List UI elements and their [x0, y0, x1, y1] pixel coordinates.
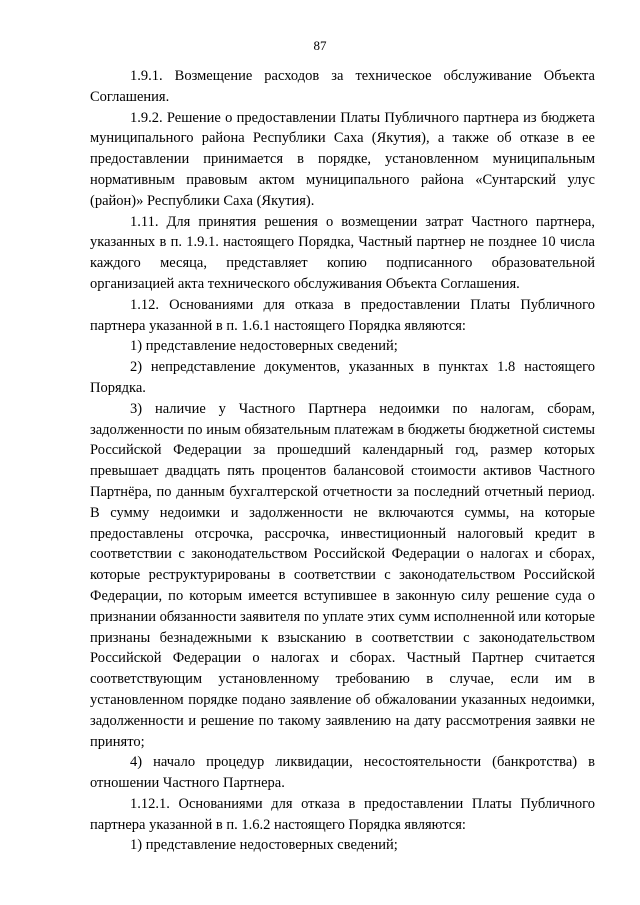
clause-1-12-item-1: 1) представление недостоверных сведений;	[130, 338, 398, 355]
document-body	[90, 66, 595, 856]
clause-1-12: 1.12. Основаниями для отказа в предоставлении Платы Публичного партнера указанной в п. 1.6.1 настоящего Порядка являются:	[90, 296, 595, 334]
clause-1-12-item-3: 3) наличие у Частного Партнера недоимки по налогам, сборам, задолженности по иным обязательным платежам в бюджеты бюджетной системы Российской Федерации за прошедший календарный год, размер которых превышает двадцать пять процентов балансовой стоимости активов Частного Партнёра, по данным бухгалтерской отчетности за последний отчетный период. В сумму недоимки и задолженности не включаются суммы, на которые предоставлены отсрочка, рассрочка, инвестиционный налоговый кредит в соответствии с законодательством Российской Федерации о налогах и сборах, которые реструктурированы в соответствии с законодательством Российской Федерации, по которым имеется вступившее в законную силу решение суда о признании обязанности заявителя по уплате этих сумм исполненной или которые признаны безнадежными к взысканию в соответствии с законодательством Российской Федерации о налогах и сборах. Частный Партнер считается соответствующим установленному требованию в случае, если им в установленном порядке подано заявление об обжаловании указанных недоимки, задолженности и решение по такому заявлению на дату рассмотрения заявки не принято;	[90, 400, 595, 750]
clause-1-12-1-item-1: 1) представление недостоверных сведений;	[130, 837, 398, 854]
clause-1-12-item-4: 4) начало процедур ликвидации, несостоятельности (банкротства) в отношении Частного Партнера.	[90, 754, 595, 792]
clause-1-9-1: 1.9.1. Возмещение расходов за техническое обслуживание Объекта Соглашения.	[90, 68, 595, 105]
clause-1-12-1: 1.12.1. Основаниями для отказа в предоставлении Платы Публичного партнера указанной в п. 1.6.2 настоящего Порядка являются:	[90, 795, 595, 833]
clause-1-12-item-2: 2) непредставление документов, указанных в пунктах 1.8 настоящего Порядка.	[90, 359, 595, 396]
page-number: 87	[313, 38, 327, 53]
clause-1-11: 1.11. Для принятия решения о возмещении затрат Частного партнера, указанных в п. 1.9.1. настоящего Порядка, Частный партнер не позднее 10 числа каждого месяца, представляет копию подписанного образовательной организацией акта технического обслуживания Объекта Соглашения.	[90, 213, 595, 292]
clause-1-9-2: 1.9.2. Решение о предоставлении Платы Публичного партнера из бюджета муниципального района Республики Саха (Якутия), а также об отказе в ее предоставлении принимается в порядке, установленном муниципальным нормативным правовым актом муниципального района «Сунтарский улус (район)» Республики Саха (Якутия).	[90, 109, 595, 209]
